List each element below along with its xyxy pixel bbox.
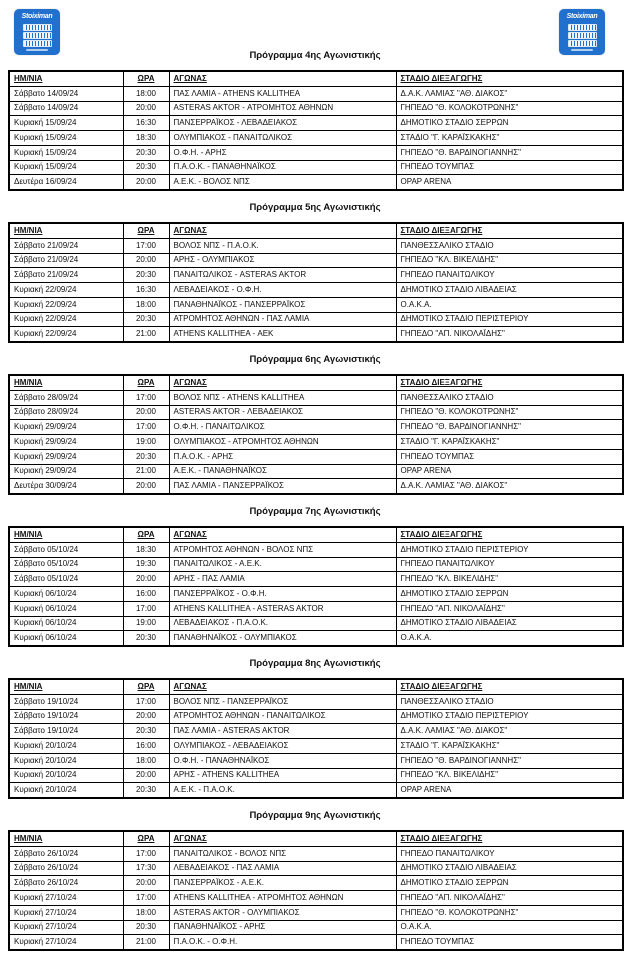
match-fixture-cell: ΠΑΝΣΕΡΡΑΪΚΟΣ - ΛΕΒΑΔΕΙΑΚΟΣ (169, 116, 396, 131)
match-time-cell: 20:00 (123, 709, 169, 724)
match-date-cell: Κυριακή 22/09/24 (9, 283, 123, 298)
match-row (9, 390, 623, 405)
match-date-cell: Σάββατο 19/10/24 (9, 709, 123, 724)
match-date-cell: Σάββατο 21/09/24 (9, 238, 123, 253)
match-date-cell: Κυριακή 20/10/24 (9, 753, 123, 768)
match-time-cell: 16:30 (123, 116, 169, 131)
match-row (9, 739, 623, 754)
match-row (9, 86, 623, 101)
match-row (9, 920, 623, 935)
col-header-match: ΑΓΩΝΑΣ (169, 679, 396, 694)
match-date-cell: Σάββατο 19/10/24 (9, 724, 123, 739)
match-row (9, 405, 623, 420)
match-stadium-cell: ΔΗΜΟΤΙΚΟ ΣΤΑΔΙΟ ΣΕΡΡΩΝ (396, 876, 623, 891)
match-stadium-cell: ΓΗΠΕΔΟ ΠΑΝΑΙΤΩΛΙΚΟΥ (396, 557, 623, 572)
match-stadium-cell: OPAP ARENA (396, 464, 623, 479)
match-time-cell: 17:00 (123, 601, 169, 616)
match-time-cell: 20:30 (123, 160, 169, 175)
col-header-time: ΩΡΑ (123, 679, 169, 694)
match-stadium-cell: ΓΗΠΕΔΟ ΠΑΝΑΙΤΩΛΙΚΟΥ (396, 268, 623, 283)
match-row (9, 116, 623, 131)
match-date-cell: Σάββατο 05/10/24 (9, 572, 123, 587)
match-fixture-cell: Ο.Φ.Η. - ΠΑΝΑΙΤΩΛΙΚΟΣ (169, 420, 396, 435)
match-stadium-cell: Δ.Α.Κ. ΛΑΜΙΑΣ "ΑΘ. ΔΙΑΚΟΣ" (396, 724, 623, 739)
match-time-cell: 20:00 (123, 253, 169, 268)
match-date-cell: Κυριακή 22/09/24 (9, 312, 123, 327)
match-fixture-cell: ΟΛΥΜΠΙΑΚΟΣ - ΛΕΒΑΔΕΙΑΚΟΣ (169, 739, 396, 754)
match-row (9, 542, 623, 557)
schedule-table (8, 678, 624, 799)
match-fixture-cell: ΒΟΛΟΣ ΝΠΣ - ΠΑΝΣΕΡΡΑΪΚΟΣ (169, 694, 396, 709)
match-row (9, 464, 623, 479)
match-fixture-cell: ASTERAS AKTOR - ΟΛΥΜΠΙΑΚΟΣ (169, 905, 396, 920)
match-stadium-cell: ΠΑΝΘΕΣΣΑΛΙΚΟ ΣΤΑΔΙΟ (396, 694, 623, 709)
match-date-cell: Κυριακή 29/09/24 (9, 464, 123, 479)
match-fixture-cell: ΛΕΒΑΔΕΙΑΚΟΣ - Π.Α.Ο.Κ. (169, 616, 396, 631)
match-row (9, 131, 623, 146)
schedule-table (8, 830, 624, 951)
match-stadium-cell: Δ.Α.Κ. ΛΑΜΙΑΣ "ΑΘ. ΔΙΑΚΟΣ" (396, 479, 623, 494)
match-row (9, 694, 623, 709)
match-date-cell: Σάββατο 05/10/24 (9, 557, 123, 572)
match-date-cell: Σάββατο 26/10/24 (9, 876, 123, 891)
matchday-section (0, 809, 630, 951)
match-fixture-cell: ΑΡΗΣ - ATHENS KALLITHEA (169, 768, 396, 783)
match-time-cell: 20:30 (123, 631, 169, 646)
matchday-title: Πρόγραμμα 8ης Αγωνιστικής (249, 658, 381, 669)
match-time-cell: 20:00 (123, 572, 169, 587)
match-date-cell: Κυριακή 06/10/24 (9, 631, 123, 646)
match-stadium-cell: ΓΗΠΕΔΟ "ΚΛ. ΒΙΚΕΛΙΔΗΣ" (396, 253, 623, 268)
match-fixture-cell: ΠΑΝΣΕΡΡΑΪΚΟΣ - Ο.Φ.Η. (169, 587, 396, 602)
match-row (9, 268, 623, 283)
match-date-cell: Σάββατο 28/09/24 (9, 390, 123, 405)
matchday-section (0, 505, 630, 647)
match-row (9, 312, 623, 327)
match-date-cell: Κυριακή 27/10/24 (9, 920, 123, 935)
match-time-cell: 21:00 (123, 935, 169, 950)
matchday-title: Πρόγραμμα 9ης Αγωνιστικής (249, 810, 381, 821)
match-row (9, 479, 623, 494)
match-fixture-cell: ΑΤΡΟΜΗΤΟΣ ΑΘΗΝΩΝ - ΠΑΣ ΛΑΜΙΑ (169, 312, 396, 327)
match-row (9, 861, 623, 876)
match-date-cell: Κυριακή 15/09/24 (9, 160, 123, 175)
match-time-cell: 17:00 (123, 238, 169, 253)
match-row (9, 631, 623, 646)
match-stadium-cell: ΓΗΠΕΔΟ "ΚΛ. ΒΙΚΕΛΙΔΗΣ" (396, 572, 623, 587)
match-date-cell: Σάββατο 21/09/24 (9, 268, 123, 283)
match-time-cell: 18:00 (123, 297, 169, 312)
match-date-cell: Κυριακή 06/10/24 (9, 587, 123, 602)
col-header-stadium: ΣΤΑΔΙΟ ΔΙΕΞΑΓΩΓΗΣ (396, 71, 623, 86)
match-time-cell: 18:00 (123, 753, 169, 768)
match-time-cell: 17:00 (123, 694, 169, 709)
match-stadium-cell: ΔΗΜΟΤΙΚΟ ΣΤΑΔΙΟ ΠΕΡΙΣΤΕΡΙΟΥ (396, 709, 623, 724)
schedule-table (8, 374, 624, 495)
match-stadium-cell: Ο.Α.Κ.Α. (396, 920, 623, 935)
emblem-bar (568, 40, 597, 47)
match-row (9, 724, 623, 739)
match-row (9, 435, 623, 450)
match-time-cell: 19:00 (123, 616, 169, 631)
match-row (9, 935, 623, 950)
matchday-title: Πρόγραμμα 5ης Αγωνιστικής (249, 202, 381, 213)
emblem-bar (568, 32, 597, 39)
match-date-cell: Κυριακή 20/10/24 (9, 739, 123, 754)
match-time-cell: 20:00 (123, 175, 169, 190)
match-stadium-cell: ΓΗΠΕΔΟ ΤΟΥΜΠΑΣ (396, 160, 623, 175)
match-row (9, 297, 623, 312)
col-header-date: ΗΜ/ΝΙΑ (9, 375, 123, 390)
emblem-bar (23, 40, 52, 47)
match-date-cell: Σάββατο 26/10/24 (9, 846, 123, 861)
match-fixture-cell: ΠΑΝΑΘΗΝΑΪΚΟΣ - ΟΛΥΜΠΙΑΚΟΣ (169, 631, 396, 646)
match-stadium-cell: ΓΗΠΕΔΟ "Θ. ΚΟΛΟΚΟΤΡΩΝΗΣ" (396, 405, 623, 420)
match-row (9, 449, 623, 464)
match-time-cell: 18:00 (123, 905, 169, 920)
match-date-cell: Κυριακή 29/09/24 (9, 449, 123, 464)
match-fixture-cell: ΠΑΝΑΙΤΩΛΙΚΟΣ - ΒΟΛΟΣ ΝΠΣ (169, 846, 396, 861)
match-fixture-cell: ΠΑΣ ΛΑΜΙΑ - ATHENS KALLITHEA (169, 86, 396, 101)
matchday-title: Πρόγραμμα 6ης Αγωνιστικής (249, 354, 381, 365)
match-fixture-cell: ATHENS KALLITHEA - ASTERAS AKTOR (169, 601, 396, 616)
match-fixture-cell: ΑΤΡΟΜΗΤΟΣ ΑΘΗΝΩΝ - ΒΟΛΟΣ ΝΠΣ (169, 542, 396, 557)
match-date-cell: Σάββατο 14/09/24 (9, 101, 123, 116)
col-header-stadium: ΣΤΑΔΙΟ ΔΙΕΞΑΓΩΓΗΣ (396, 679, 623, 694)
match-date-cell: Κυριακή 22/09/24 (9, 297, 123, 312)
schedule-table (8, 222, 624, 343)
match-date-cell: Κυριακή 27/10/24 (9, 935, 123, 950)
match-date-cell: Κυριακή 29/09/24 (9, 435, 123, 450)
match-fixture-cell: ΑΡΗΣ - ΟΛΥΜΠΙΑΚΟΣ (169, 253, 396, 268)
match-stadium-cell: ΔΗΜΟΤΙΚΟ ΣΤΑΔΙΟ ΠΕΡΙΣΤΕΡΙΟΥ (396, 312, 623, 327)
match-stadium-cell: OPAP ARENA (396, 175, 623, 190)
match-time-cell: 20:30 (123, 268, 169, 283)
match-time-cell: 18:30 (123, 542, 169, 557)
match-row (9, 891, 623, 906)
superleague-emblem-bars (23, 24, 52, 47)
match-stadium-cell: Ο.Α.Κ.Α. (396, 297, 623, 312)
col-header-date: ΗΜ/ΝΙΑ (9, 679, 123, 694)
schedule-table (8, 526, 624, 647)
match-row (9, 175, 623, 190)
match-time-cell: 17:00 (123, 390, 169, 405)
match-date-cell: Κυριακή 27/10/24 (9, 905, 123, 920)
match-stadium-cell: ΔΗΜΟΤΙΚΟ ΣΤΑΔΙΟ ΛΙΒΑΔΕΙΑΣ (396, 283, 623, 298)
match-fixture-cell: ΠΑΝΑΘΗΝΑΪΚΟΣ - ΠΑΝΣΕΡΡΑΪΚΟΣ (169, 297, 396, 312)
match-row (9, 253, 623, 268)
match-time-cell: 20:30 (123, 449, 169, 464)
match-date-cell: Κυριακή 06/10/24 (9, 601, 123, 616)
match-time-cell: 16:30 (123, 283, 169, 298)
header-row (9, 375, 623, 390)
match-fixture-cell: Π.Α.Ο.Κ. - Ο.Φ.Η. (169, 935, 396, 950)
match-fixture-cell: Ο.Φ.Η. - ΠΑΝΑΘΗΝΑΪΚΟΣ (169, 753, 396, 768)
match-date-cell: Κυριακή 15/09/24 (9, 116, 123, 131)
match-stadium-cell: ΣΤΑΔΙΟ "Γ. ΚΑΡΑΪΣΚΑΚΗΣ" (396, 131, 623, 146)
match-stadium-cell: ΓΗΠΕΔΟ "ΑΠ. ΝΙΚΟΛΑΪΔΗΣ" (396, 327, 623, 342)
match-fixture-cell: ASTERAS AKTOR - ΛΕΒΑΔΕΙΑΚΟΣ (169, 405, 396, 420)
match-fixture-cell: ΠΑΝΑΘΗΝΑΪΚΟΣ - ΑΡΗΣ (169, 920, 396, 935)
match-fixture-cell: ATHENS KALLITHEA - ΑΤΡΟΜΗΤΟΣ ΑΘΗΝΩΝ (169, 891, 396, 906)
match-row (9, 327, 623, 342)
match-fixture-cell: ΠΑΝΣΕΡΡΑΪΚΟΣ - Α.Ε.Κ. (169, 876, 396, 891)
match-fixture-cell: ΠΑΝΑΙΤΩΛΙΚΟΣ - Α.Ε.Κ. (169, 557, 396, 572)
match-date-cell: Κυριακή 20/10/24 (9, 768, 123, 783)
emblem-bar (568, 24, 597, 31)
match-date-cell: Κυριακή 27/10/24 (9, 891, 123, 906)
match-fixture-cell: ATHENS KALLITHEA - ΑΕΚ (169, 327, 396, 342)
match-time-cell: 20:00 (123, 405, 169, 420)
match-stadium-cell: OPAP ARENA (396, 783, 623, 798)
match-row (9, 572, 623, 587)
match-fixture-cell: ΒΟΛΟΣ ΝΠΣ - Π.Α.Ο.Κ. (169, 238, 396, 253)
matchday-section (0, 657, 630, 799)
match-fixture-cell: ΛΕΒΑΔΕΙΑΚΟΣ - Ο.Φ.Η. (169, 283, 396, 298)
match-stadium-cell: ΓΗΠΕΔΟ "ΑΠ. ΝΙΚΟΛΑΪΔΗΣ" (396, 601, 623, 616)
match-fixture-cell: ΑΤΡΟΜΗΤΟΣ ΑΘΗΝΩΝ - ΠΑΝΑΙΤΩΛΙΚΟΣ (169, 709, 396, 724)
match-stadium-cell: ΓΗΠΕΔΟ ΠΑΝΑΙΤΩΛΙΚΟΥ (396, 846, 623, 861)
match-time-cell: 20:30 (123, 783, 169, 798)
header-row (9, 223, 623, 238)
match-time-cell: 16:00 (123, 739, 169, 754)
match-stadium-cell: ΓΗΠΕΔΟ "Θ. ΒΑΡΔΙΝΟΓΙΑΝΝΗΣ" (396, 420, 623, 435)
match-fixture-cell: ΛΕΒΑΔΕΙΑΚΟΣ - ΠΑΣ ΛΑΜΙΑ (169, 861, 396, 876)
match-time-cell: 20:30 (123, 920, 169, 935)
col-header-time: ΩΡΑ (123, 375, 169, 390)
match-stadium-cell: ΔΗΜΟΤΙΚΟ ΣΤΑΔΙΟ ΛΙΒΑΔΕΙΑΣ (396, 616, 623, 631)
match-date-cell: Σάββατο 21/09/24 (9, 253, 123, 268)
match-fixture-cell: ΟΛΥΜΠΙΑΚΟΣ - ΠΑΝΑΙΤΩΛΙΚΟΣ (169, 131, 396, 146)
schedule-table (8, 70, 624, 191)
match-stadium-cell: ΠΑΝΘΕΣΣΑΛΙΚΟ ΣΤΑΔΙΟ (396, 390, 623, 405)
match-stadium-cell: ΔΗΜΟΤΙΚΟ ΣΤΑΔΙΟ ΣΕΡΡΩΝ (396, 116, 623, 131)
match-fixture-cell: ΑΡΗΣ - ΠΑΣ ΛΑΜΙΑ (169, 572, 396, 587)
match-time-cell: 18:30 (123, 131, 169, 146)
match-time-cell: 20:30 (123, 145, 169, 160)
match-time-cell: 20:00 (123, 768, 169, 783)
match-time-cell: 18:00 (123, 86, 169, 101)
col-header-match: ΑΓΩΝΑΣ (169, 375, 396, 390)
match-date-cell: Σάββατο 19/10/24 (9, 694, 123, 709)
header-row (9, 71, 623, 86)
match-date-cell: Σάββατο 28/09/24 (9, 405, 123, 420)
col-header-match: ΑΓΩΝΑΣ (169, 223, 396, 238)
match-fixture-cell: Π.Α.Ο.Κ. - ΑΡΗΣ (169, 449, 396, 464)
superleague-emblem-bars (568, 24, 597, 47)
match-date-cell: Δευτέρα 30/09/24 (9, 479, 123, 494)
header-row (9, 527, 623, 542)
match-row (9, 709, 623, 724)
emblem-bar (23, 24, 52, 31)
match-time-cell: 19:30 (123, 557, 169, 572)
match-date-cell: Κυριακή 22/09/24 (9, 327, 123, 342)
match-fixture-cell: ΒΟΛΟΣ ΝΠΣ - ATHENS KALLITHEA (169, 390, 396, 405)
match-stadium-cell: ΓΗΠΕΔΟ "Θ. ΚΟΛΟΚΟΤΡΩΝΗΣ" (396, 905, 623, 920)
match-date-cell: Κυριακή 29/09/24 (9, 420, 123, 435)
match-fixture-cell: Α.Ε.Κ. - Π.Α.Ο.Κ. (169, 783, 396, 798)
match-row (9, 783, 623, 798)
match-stadium-cell: ΓΗΠΕΔΟ "ΚΛ. ΒΙΚΕΛΙΔΗΣ" (396, 768, 623, 783)
match-time-cell: 20:00 (123, 876, 169, 891)
col-header-time: ΩΡΑ (123, 71, 169, 86)
match-row (9, 238, 623, 253)
match-date-cell: Κυριακή 06/10/24 (9, 616, 123, 631)
match-time-cell: 16:00 (123, 587, 169, 602)
match-fixture-cell: Α.Ε.Κ. - ΠΑΝΑΘΗΝΑΪΚΟΣ (169, 464, 396, 479)
stoiximan-wordmark: Stoiximan (566, 13, 598, 20)
match-fixture-cell: ASTERAS AKTOR - ΑΤΡΟΜΗΤΟΣ ΑΘΗΝΩΝ (169, 101, 396, 116)
col-header-date: ΗΜ/ΝΙΑ (9, 71, 123, 86)
emblem-bar (23, 32, 52, 39)
col-header-date: ΗΜ/ΝΙΑ (9, 223, 123, 238)
match-fixture-cell: Α.Ε.Κ. - ΒΟΛΟΣ ΝΠΣ (169, 175, 396, 190)
match-stadium-cell: ΓΗΠΕΔΟ ΤΟΥΜΠΑΣ (396, 449, 623, 464)
match-time-cell: 20:00 (123, 101, 169, 116)
match-time-cell: 19:00 (123, 435, 169, 450)
col-header-match: ΑΓΩΝΑΣ (169, 527, 396, 542)
match-time-cell: 17:30 (123, 861, 169, 876)
match-time-cell: 17:00 (123, 846, 169, 861)
match-date-cell: Σάββατο 05/10/24 (9, 542, 123, 557)
col-header-date: ΗΜ/ΝΙΑ (9, 831, 123, 846)
match-fixture-cell: ΟΛΥΜΠΙΑΚΟΣ - ΑΤΡΟΜΗΤΟΣ ΑΘΗΝΩΝ (169, 435, 396, 450)
match-row (9, 145, 623, 160)
match-stadium-cell: ΔΗΜΟΤΙΚΟ ΣΤΑΔΙΟ ΣΕΡΡΩΝ (396, 587, 623, 602)
match-date-cell: Κυριακή 15/09/24 (9, 145, 123, 160)
matchday-title: Πρόγραμμα 7ης Αγωνιστικής (249, 506, 381, 517)
col-header-stadium: ΣΤΑΔΙΟ ΔΙΕΞΑΓΩΓΗΣ (396, 831, 623, 846)
col-header-stadium: ΣΤΑΔΙΟ ΔΙΕΞΑΓΩΓΗΣ (396, 527, 623, 542)
col-header-match: ΑΓΩΝΑΣ (169, 831, 396, 846)
match-fixture-cell: ΠΑΝΑΙΤΩΛΙΚΟΣ - ASTERAS AKTOR (169, 268, 396, 283)
col-header-match: ΑΓΩΝΑΣ (169, 71, 396, 86)
match-stadium-cell: ΓΗΠΕΔΟ "Θ. ΚΟΛΟΚΟΤΡΩΝΗΣ" (396, 101, 623, 116)
match-date-cell: Δευτέρα 16/09/24 (9, 175, 123, 190)
match-row (9, 587, 623, 602)
match-stadium-cell: ΔΗΜΟΤΙΚΟ ΣΤΑΔΙΟ ΛΙΒΑΔΕΙΑΣ (396, 861, 623, 876)
match-row (9, 557, 623, 572)
col-header-time: ΩΡΑ (123, 527, 169, 542)
col-header-time: ΩΡΑ (123, 831, 169, 846)
matchday-section (0, 201, 630, 343)
col-header-date: ΗΜ/ΝΙΑ (9, 527, 123, 542)
matchday-section (0, 353, 630, 495)
match-row (9, 420, 623, 435)
match-row (9, 846, 623, 861)
header-row (9, 679, 623, 694)
match-date-cell: Κυριακή 15/09/24 (9, 131, 123, 146)
match-time-cell: 17:00 (123, 891, 169, 906)
match-date-cell: Σάββατο 26/10/24 (9, 861, 123, 876)
match-time-cell: 21:00 (123, 464, 169, 479)
match-stadium-cell: ΠΑΝΘΕΣΣΑΛΙΚΟ ΣΤΑΔΙΟ (396, 238, 623, 253)
match-stadium-cell: ΣΤΑΔΙΟ "Γ. ΚΑΡΑΪΣΚΑΚΗΣ" (396, 739, 623, 754)
match-date-cell: Κυριακή 20/10/24 (9, 783, 123, 798)
match-time-cell: 20:00 (123, 479, 169, 494)
match-time-cell: 21:00 (123, 327, 169, 342)
match-row (9, 905, 623, 920)
match-stadium-cell: Δ.Α.Κ. ΛΑΜΙΑΣ "ΑΘ. ΔΙΑΚΟΣ" (396, 86, 623, 101)
match-stadium-cell: ΓΗΠΕΔΟ "Θ. ΒΑΡΔΙΝΟΓΙΑΝΝΗΣ" (396, 753, 623, 768)
match-stadium-cell: ΓΗΠΕΔΟ "ΑΠ. ΝΙΚΟΛΑΪΔΗΣ" (396, 891, 623, 906)
match-stadium-cell: ΔΗΜΟΤΙΚΟ ΣΤΑΔΙΟ ΠΕΡΙΣΤΕΡΙΟΥ (396, 542, 623, 557)
match-stadium-cell: ΓΗΠΕΔΟ ΤΟΥΜΠΑΣ (396, 935, 623, 950)
match-fixture-cell: ΠΑΣ ΛΑΜΙΑ - ΠΑΝΣΕΡΡΑΪΚΟΣ (169, 479, 396, 494)
col-header-stadium: ΣΤΑΔΙΟ ΔΙΕΞΑΓΩΓΗΣ (396, 223, 623, 238)
match-fixture-cell: Π.Α.Ο.Κ. - ΠΑΝΑΘΗΝΑΪΚΟΣ (169, 160, 396, 175)
match-row (9, 160, 623, 175)
match-stadium-cell: Ο.Α.Κ.Α. (396, 631, 623, 646)
match-row (9, 616, 623, 631)
header-row (9, 831, 623, 846)
col-header-stadium: ΣΤΑΔΙΟ ΔΙΕΞΑΓΩΓΗΣ (396, 375, 623, 390)
col-header-time: ΩΡΑ (123, 223, 169, 238)
match-row (9, 753, 623, 768)
match-row (9, 876, 623, 891)
match-row (9, 283, 623, 298)
match-time-cell: 17:00 (123, 420, 169, 435)
matchday-title: Πρόγραμμα 4ης Αγωνιστικής (249, 50, 381, 61)
match-time-cell: 20:30 (123, 724, 169, 739)
match-row (9, 101, 623, 116)
match-stadium-cell: ΓΗΠΕΔΟ "Θ. ΒΑΡΔΙΝΟΓΙΑΝΝΗΣ" (396, 145, 623, 160)
match-row (9, 768, 623, 783)
matchday-section (0, 49, 630, 191)
match-row (9, 601, 623, 616)
match-date-cell: Σάββατο 14/09/24 (9, 86, 123, 101)
match-time-cell: 20:30 (123, 312, 169, 327)
stoiximan-wordmark: Stoiximan (21, 13, 53, 20)
match-fixture-cell: ΠΑΣ ΛΑΜΙΑ - ASTERAS AKTOR (169, 724, 396, 739)
match-stadium-cell: ΣΤΑΔΙΟ "Γ. ΚΑΡΑΪΣΚΑΚΗΣ" (396, 435, 623, 450)
match-fixture-cell: Ο.Φ.Η. - ΑΡΗΣ (169, 145, 396, 160)
